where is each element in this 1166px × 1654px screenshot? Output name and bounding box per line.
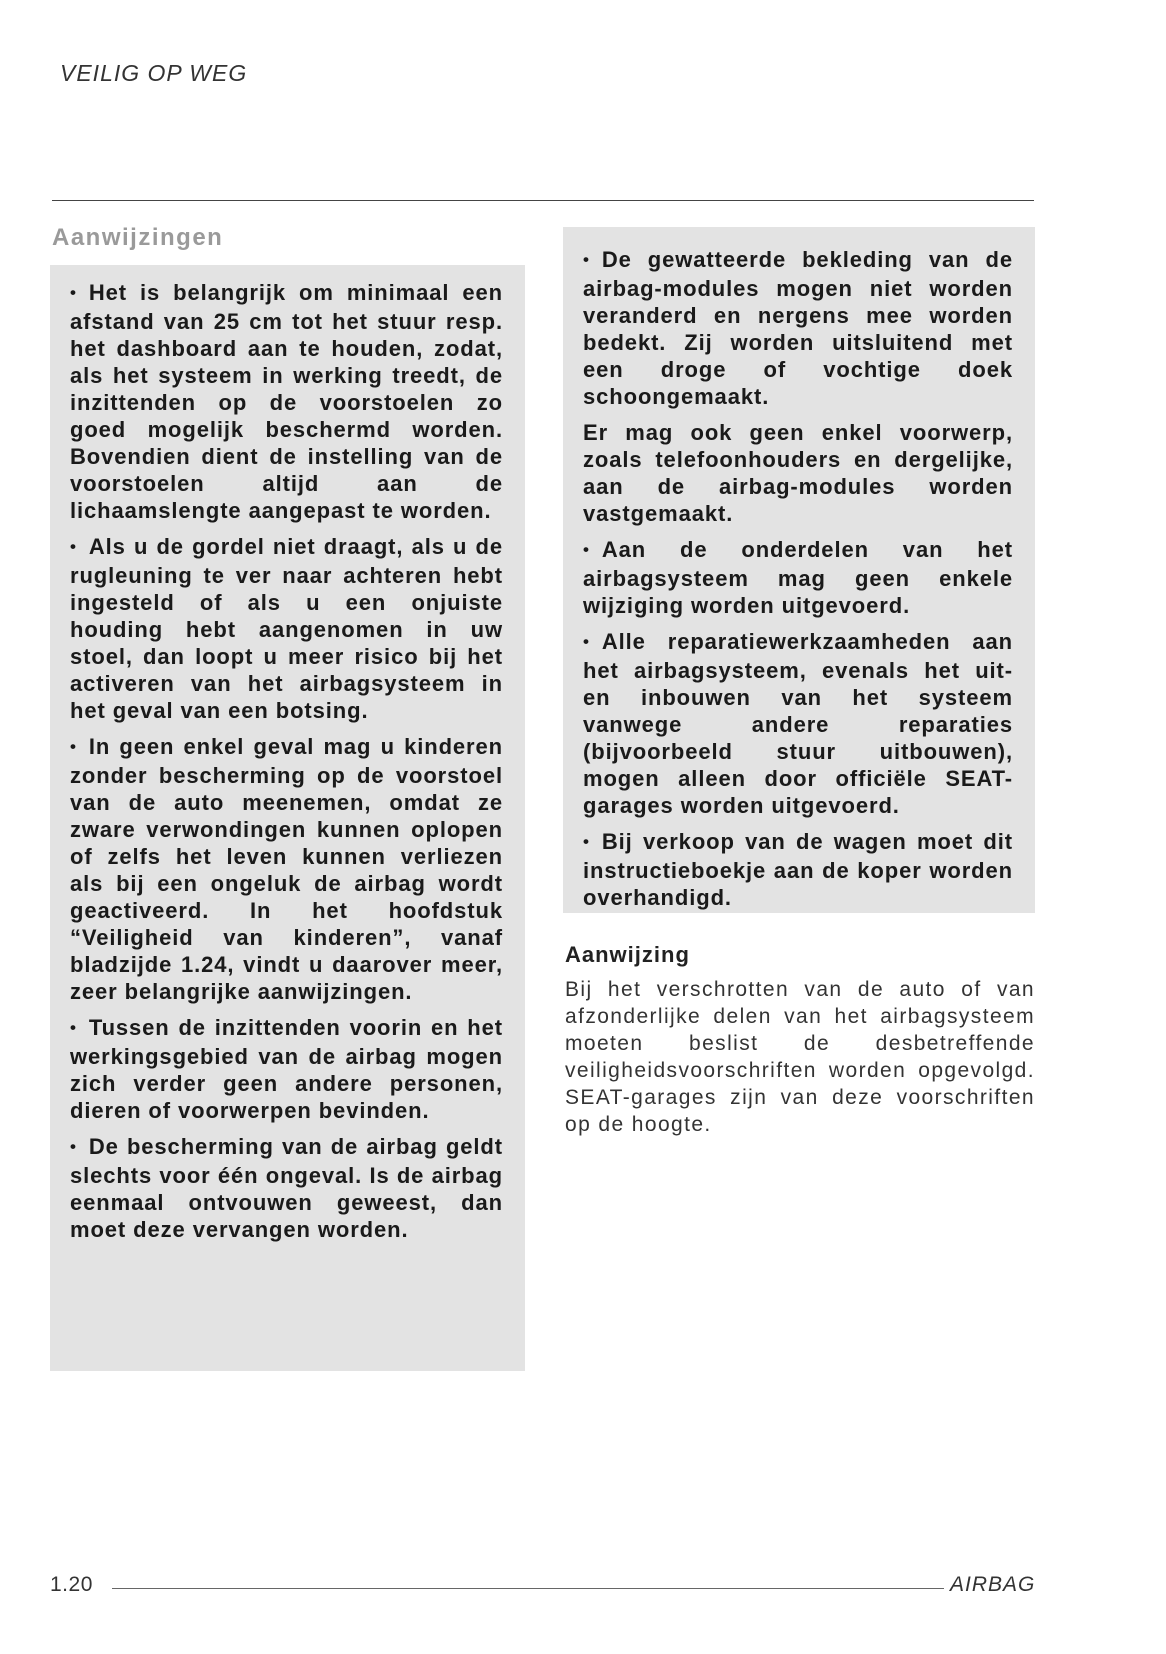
paragraph-text: De bescherming van de airbag geldt slechts voor één ongeval. Is de airbag eenmaal ontvouwen geweest, dan moet deze vervangen worden. <box>70 1134 503 1242</box>
footer-divider <box>112 1588 944 1589</box>
top-divider <box>52 200 1034 201</box>
warning-paragraph <box>583 628 1013 819</box>
paragraph-text: Er mag ook geen enkel voorwerp, zoals telefoonhouders en dergelijke, aan de airbag-modules worden vastgemaakt. <box>583 420 1013 526</box>
warning-paragraph <box>70 279 503 524</box>
warning-paragraph <box>583 828 1013 911</box>
bullet-icon: • <box>70 737 77 756</box>
running-head: VEILIG OP WEG <box>60 60 248 86</box>
bullet-icon: • <box>70 537 77 556</box>
section-heading: Aanwijzingen <box>52 224 224 251</box>
paragraph-text: Bij verkoop van de wagen moet dit instructieboekje aan de koper worden overhandigd. <box>583 829 1013 910</box>
bullet-icon: • <box>70 283 77 302</box>
bullet-icon: • <box>70 1018 77 1037</box>
bullet-icon: • <box>70 1137 77 1156</box>
warning-paragraph <box>583 419 1013 527</box>
warning-box-left <box>50 265 525 1371</box>
paragraph-text: Tussen de inzittenden voorin en het werkingsgebied van de airbag mogen zich verder geen andere personen, dieren of voorwerpen bevinden. <box>70 1015 503 1123</box>
warning-paragraph <box>70 733 503 1005</box>
page-number: 1.20 <box>50 1573 93 1596</box>
warning-paragraph <box>70 1014 503 1124</box>
warning-paragraph <box>583 536 1013 619</box>
warning-paragraph <box>70 1133 503 1243</box>
bullet-icon: • <box>583 540 590 559</box>
bullet-icon: • <box>583 250 590 269</box>
paragraph-text: In geen enkel geval mag u kinderen zonder bescherming op de voorstoel van de auto meenemen, omdat ze zware verwondingen kunnen oplopen of zelfs het leven kunnen verliezen als bij een ongeluk de airbag wordt geactiveerd. In het hoofdstuk “Veiligheid van kinderen”, vanaf bladzijde 1.24, vindt u daarover meer, zeer belangrijke aanwijzingen. <box>70 734 503 1004</box>
bullet-icon: • <box>583 832 590 851</box>
paragraph-text: Alle reparatiewerkzaamheden aan het airbagsysteem, evenals het uit- en inbouwen van het systeem vanwege andere reparaties (bijvoorbeeld stuur uitbouwen), mogen alleen door officiële SEAT-garages worden uitgevoerd. <box>583 629 1013 818</box>
paragraph-text: De gewatteerde bekleding van de airbag-modules mogen niet worden veranderd en nergens mee worden bedekt. Zij worden uitsluitend met een droge of vochtige doek schoongemaakt. <box>583 247 1013 409</box>
note-text: Bij het verschrotten van de auto of van afzonderlijke delen van het airbagsysteem moeten beslist de desbetreffende veiligheidsvoorschriften worden opgevolgd. SEAT-garages zijn van deze voorschriften op de hoogte. <box>565 978 1035 1136</box>
warning-paragraph <box>70 533 503 724</box>
paragraph-text: Aan de onderdelen van het airbagsysteem mag geen enkele wijziging worden uitgevoerd. <box>583 537 1013 618</box>
bullet-icon: • <box>583 632 590 651</box>
warning-box-right <box>563 227 1035 913</box>
footer-section-name: AIRBAG <box>950 1573 1036 1596</box>
paragraph-text: Het is belangrijk om minimaal een afstand van 25 cm tot het stuur resp. het dashboard aan te houden, zodat, als het systeem in werking treedt, de inzittenden op de voorstoelen zo goed mogelijk beschermd worden. Bovendien dient de instelling van de voorstoelen altijd aan de lichaamslengte aangepast te worden. <box>70 280 503 523</box>
note-heading: Aanwijzing <box>565 942 690 967</box>
warning-paragraph <box>583 246 1013 410</box>
paragraph-text: Als u de gordel niet draagt, als u de rugleuning te ver naar achteren hebt ingesteld of als u een onjuiste houding hebt aangenomen in uw stoel, dan loopt u meer risico bij het activeren van het airbagsysteem in het geval van een botsing. <box>70 534 503 723</box>
